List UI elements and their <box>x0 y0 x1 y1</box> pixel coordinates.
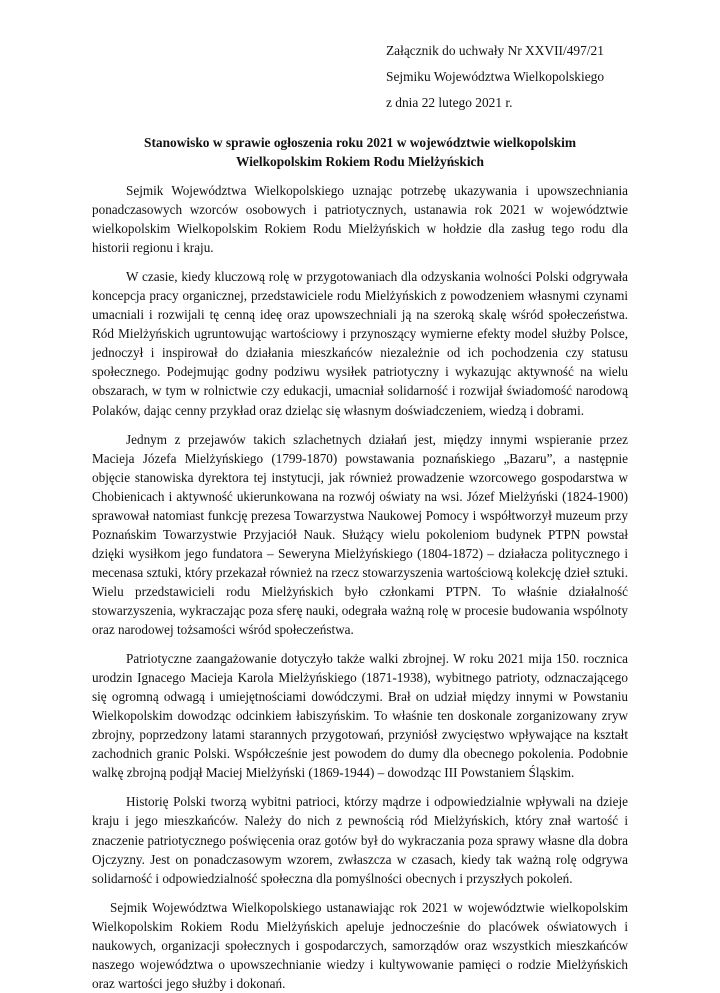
attachment-header <box>386 38 696 116</box>
title-line-2: Wielkopolskim Rokiem Rodu Mielżyńskich <box>236 154 484 169</box>
paragraph-1: Sejmik Województwa Wielkopolskiego uznając potrzebę ukazywania i upowszechniania ponadczasowych wzorców osobowych i patriotycznych, ustanawia rok 2021 w województwie wielkopolskim Wielkopolskim Rokiem Rodu Mielżyńskich w hołdzie dla zasług tego rodu dla historii regionu i kraju. <box>92 183 628 256</box>
issuer-line: Sejmiku Województwa Wielkopolskiego <box>386 69 605 84</box>
date-line: z dnia 22 lutego 2021 r. <box>386 95 513 110</box>
attachment-line: Załącznik do uchwały Nr XXVII/497/21 <box>386 43 604 58</box>
paragraph-3: Jednym z przejawów takich szlachetnych działań jest, między innymi wspieranie przez Macieja Józefa Mielżyńskiego (1799-1870) powstawania poznańskiego „Bazaru”, a następnie objęcie stanowiska dyrektora tej instytucji, jak również prowadzenie wzorcowego gospodarstwa w Chobienicach i aktywność ukierunkowana na rozwój oświaty na wsi. Józef Mielżyński (1824-1900) sprawował natomiast funkcję prezesa Towarzystwa Naukowej Pomocy i współtworzył muzeum przy Poznańskim Towarzystwie Przyjaciół Nauk. Służący wielu pokoleniom budynek PTPN powstał dzięki wysiłkom jego fundatora – Seweryna Mielżyńskiego (1804-1872) – działacza politycznego i mecenasa sztuki, który przekazał również na rzecz stowarzyszenia wartościową kolekcję dzieł sztuki. Wielu przedstawicieli rodu Mielżyńskich było członkami PTPN. To właśnie działalność stowarzyszenia, wykraczając poza sferę nauki, odegrała ważną rolę w procesie budowania wspólnoty oraz narodowej tożsamości wśród społeczeństwa. <box>92 431 628 638</box>
title-line-1: Stanowisko w sprawie ogłoszenia roku 2021 w województwie wielkopolskim <box>144 135 576 150</box>
paragraph-5: Historię Polski tworzą wybitni patrioci, którzy mądrze i odpowiedzialnie wpływali na dzieje kraju i jego mieszkańców. Należy do nich z pewnością ród Mielżyńskich, który znał wartość i znaczenie patriotycznego poświęcenia oraz gotów był do wykraczania poza sprawy własne dla dobra Ojczyzny. Jest on ponadczasowym wzorem, zwłaszcza w czasach, kiedy tak ważną rolę odgrywa solidarność i odpowiedzialność społeczna dla pomyślności obecnych i przyszłych pokoleń. <box>92 794 628 886</box>
paragraph-4: Patriotyczne zaangażowanie dotyczyło także walki zbrojnej. W roku 2021 mija 150. rocznica urodzin Ignacego Macieja Karola Mielżyńskiego (1871-1938), wybitnego patrioty, odznaczającego się ogromną odwagą i umiejętnościami dowódczymi. Brał on udział między innymi w Powstaniu Wielkopolskim dowodząc odcinkiem łabiszyńskim. To właśnie ten doskonale zorganizowany zryw zbrojny, poprzedzony latami starannych przygotowań, przyniósł zwycięstwo wpływające na kształt zachodnich granic Polski. Współcześnie jest powodem do dumy dla obecnego pokolenia. Podobnie walkę zbrojną podjął Maciej Mielżyński (1869-1944) – dowodząc III Powstaniem Śląskim. <box>92 651 628 781</box>
document-body <box>92 181 628 993</box>
document-title <box>80 133 640 171</box>
paragraph-6: Sejmik Województwa Wielkopolskiego ustanawiając rok 2021 w województwie wielkopolskim Wielkopolskim Rokiem Rodu Mielżyńskich apeluje jednocześnie do placówek oświatowych i naukowych, organizacji społecznych i gospodarczych, samorządów oraz wszystkich mieszkańców naszego województwa o upowszechnianie wiedzy i kultywowanie pamięci o rodzie Mielżyńskich oraz wartości jego służby i dokonań. <box>92 899 628 991</box>
paragraph-2: W czasie, kiedy kluczową rolę w przygotowaniach dla odzyskania wolności Polski odgrywała koncepcja pracy organicznej, przedstawiciele rodu Mielżyńskich z powodzeniem własnymi czynami umacniali i rozwijali tę cenną ideę oraz upowszechniali ją na szeroką skalę wśród społeczeństwa. Ród Mielżyńskich ugruntowując wartościowy i przynoszący wymierne efekty model służby Polsce, jednoczył i inspirował do działania mieszkańców niezależnie od ich pochodzenia czy statusu społecznego. Podejmując godny podziwu wysiłek patriotyczny i wykazując aktywność na wielu obszarach, w tym w rolnictwie czy edukacji, umacniał solidarność i rozwijał świadomość narodową Polaków, dając cenny przykład oraz dzieląc się własnym doświadczeniem, wiedzą i dobrami. <box>92 269 628 418</box>
